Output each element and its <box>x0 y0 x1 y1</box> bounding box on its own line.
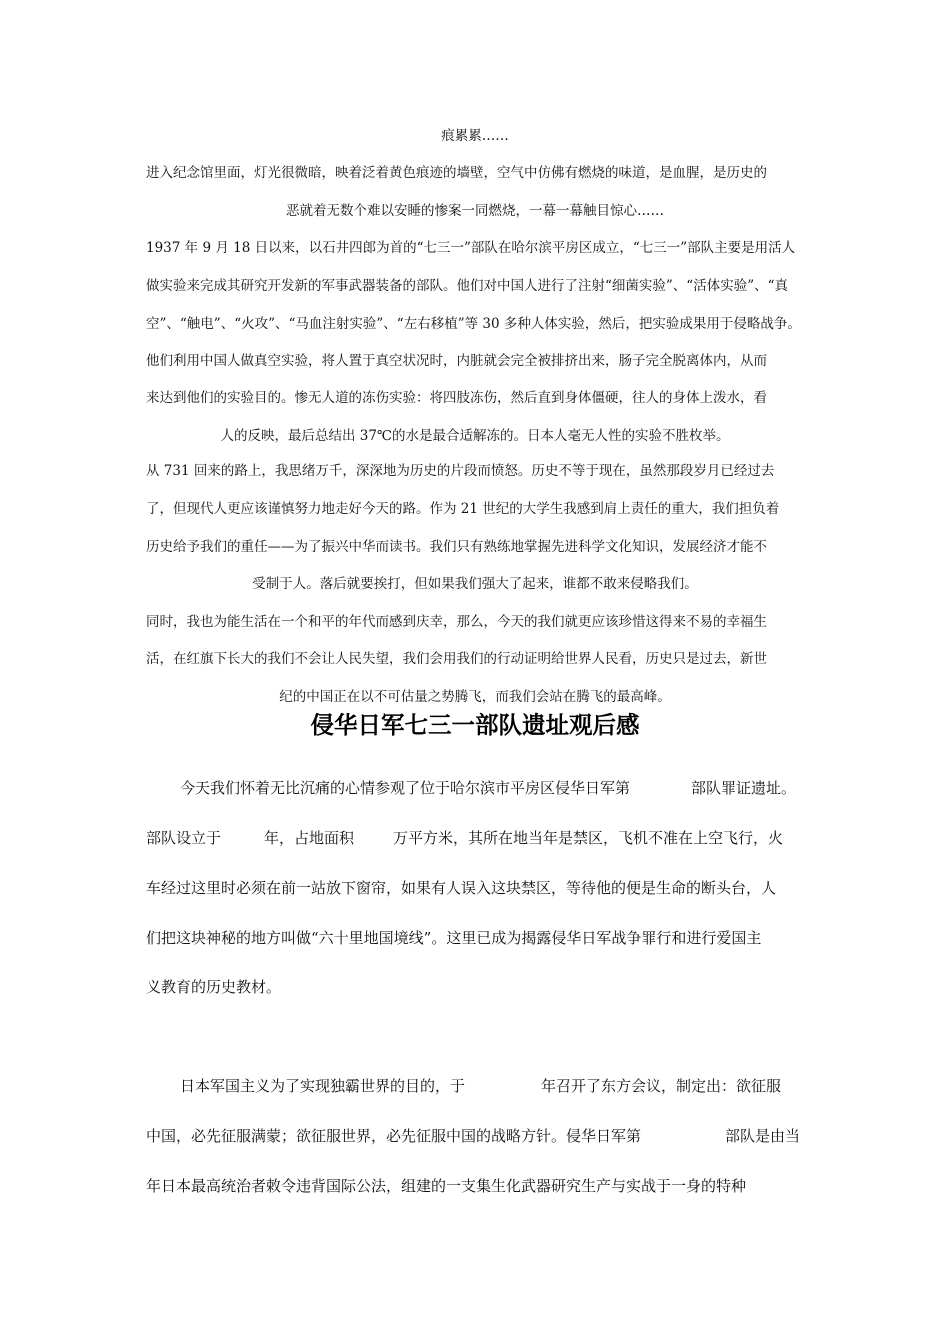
paragraph-line: 今天我们怀着无比沉痛的心情参观了位于哈尔滨市平房区侵华日军第 <box>180 779 631 797</box>
paragraph-line: 部队是由当 <box>725 1127 801 1145</box>
paragraph-line: 年召开了东方会议，制定出：欲征服 <box>541 1077 782 1095</box>
paragraph-line: 历史给予我们的重任——为了振兴中华而读书。我们只有熟练地掌握先进科学文化知识，发展经济才能不 <box>146 539 767 555</box>
paragraph-line: 来达到他们的实验目的。惨无人道的冻伤实验：将四肢冻伤，然后直到身体僵硬，往人的身体上泼水，看 <box>146 390 767 406</box>
paragraph-line: 了，但现代人更应该谨慎努力地走好今天的路。作为 21 世纪的大学生我感到肩上责任的重大，我们担负着 <box>146 501 780 517</box>
paragraph-line: 日本军国主义为了实现独霸世界的目的，于 <box>180 1077 466 1095</box>
paragraph-line: 年，占地面积 <box>264 829 355 847</box>
paragraph-line: 万平方米，其所在地当年是禁区，飞机不准在上空飞行，火 <box>393 829 784 847</box>
paragraph-line: 人的反映，最后总结出 37℃的水是最合适解冻的。日本人毫无人性的实验不胜枚举。 <box>220 428 730 444</box>
paragraph-line: 1937 年 9 月 18 日以来，以石井四郎为首的“七三一”部队在哈尔滨平房区成立，“七三一”部队主要是用活人 <box>146 240 796 256</box>
paragraph-line: 活，在红旗下长大的我们不会让人民失望，我们会用我们的行动证明给世界人民看，历史只是过去，新世 <box>146 651 767 667</box>
document-title: 侵华日军七三一部队遗址观后感 <box>310 711 640 739</box>
paragraph-line: 痕累累…… <box>441 128 509 144</box>
paragraph-line: 他们利用中国人做真空实验，将人置于真空状况时，内脏就会完全被排挤出来，肠子完全脱离体内，从而 <box>146 353 767 369</box>
paragraph-line: 中国，必先征服满蒙；欲征服世界，必先征服中国的战略方针。侵华日军第 <box>146 1127 642 1145</box>
paragraph-line: 进入纪念馆里面，灯光很微暗，映着泛着黄色痕迹的墙壁，空气中仿佛有燃烧的味道，是血腥，是历史的 <box>146 165 767 181</box>
paragraph-line: 空”、“触电”、“火攻”、“马血注射实验”、“左右移植”等 30 多种人体实验，然后，把实验成果用于侵略战争。 <box>146 316 801 332</box>
paragraph-line: 做实验来完成其研究开发新的军事武器装备的部队。他们对中国人进行了注射“细菌实验”、“活体实验”、“真 <box>146 278 789 294</box>
paragraph-line: 年日本最高统治者敕令违背国际公法，组建的一支集生化武器研究生产与实战于一身的特种 <box>146 1177 747 1195</box>
paragraph-line: 义教育的历史教材。 <box>146 978 282 996</box>
paragraph-line: 受制于人。落后就要挨打，但如果我们强大了起来，谁都不敢来侵略我们。 <box>252 576 698 592</box>
paragraph-line: 车经过这里时必须在前一站放下窗帘，如果有人误入这块禁区，等待他的便是生命的断头台，人 <box>146 879 777 897</box>
paragraph-line: 纪的中国正在以不可估量之势腾飞，而我们会站在腾飞的最高峰。 <box>279 689 671 705</box>
paragraph-line: 同时，我也为能生活在一个和平的年代而感到庆幸，那么，今天的我们就更应该珍惜这得来不易的幸福生 <box>146 614 767 630</box>
paragraph-line: 部队罪证遗址。 <box>691 779 797 797</box>
paragraph-line: 们把这块神秘的地方叫做“六十里地国境线”。这里已成为揭露侵华日军战争罪行和进行爱国主 <box>146 929 762 947</box>
paragraph-line: 部队设立于 <box>146 829 222 847</box>
paragraph-line: 恶就着无数个难以安睡的惨案一同燃烧，一幕一幕触目惊心…… <box>286 203 664 219</box>
paragraph-line: 从 731 回来的路上，我思绪万千，深深地为历史的片段而愤怒。历史不等于现在，虽然那段岁月已经过去 <box>146 463 775 479</box>
